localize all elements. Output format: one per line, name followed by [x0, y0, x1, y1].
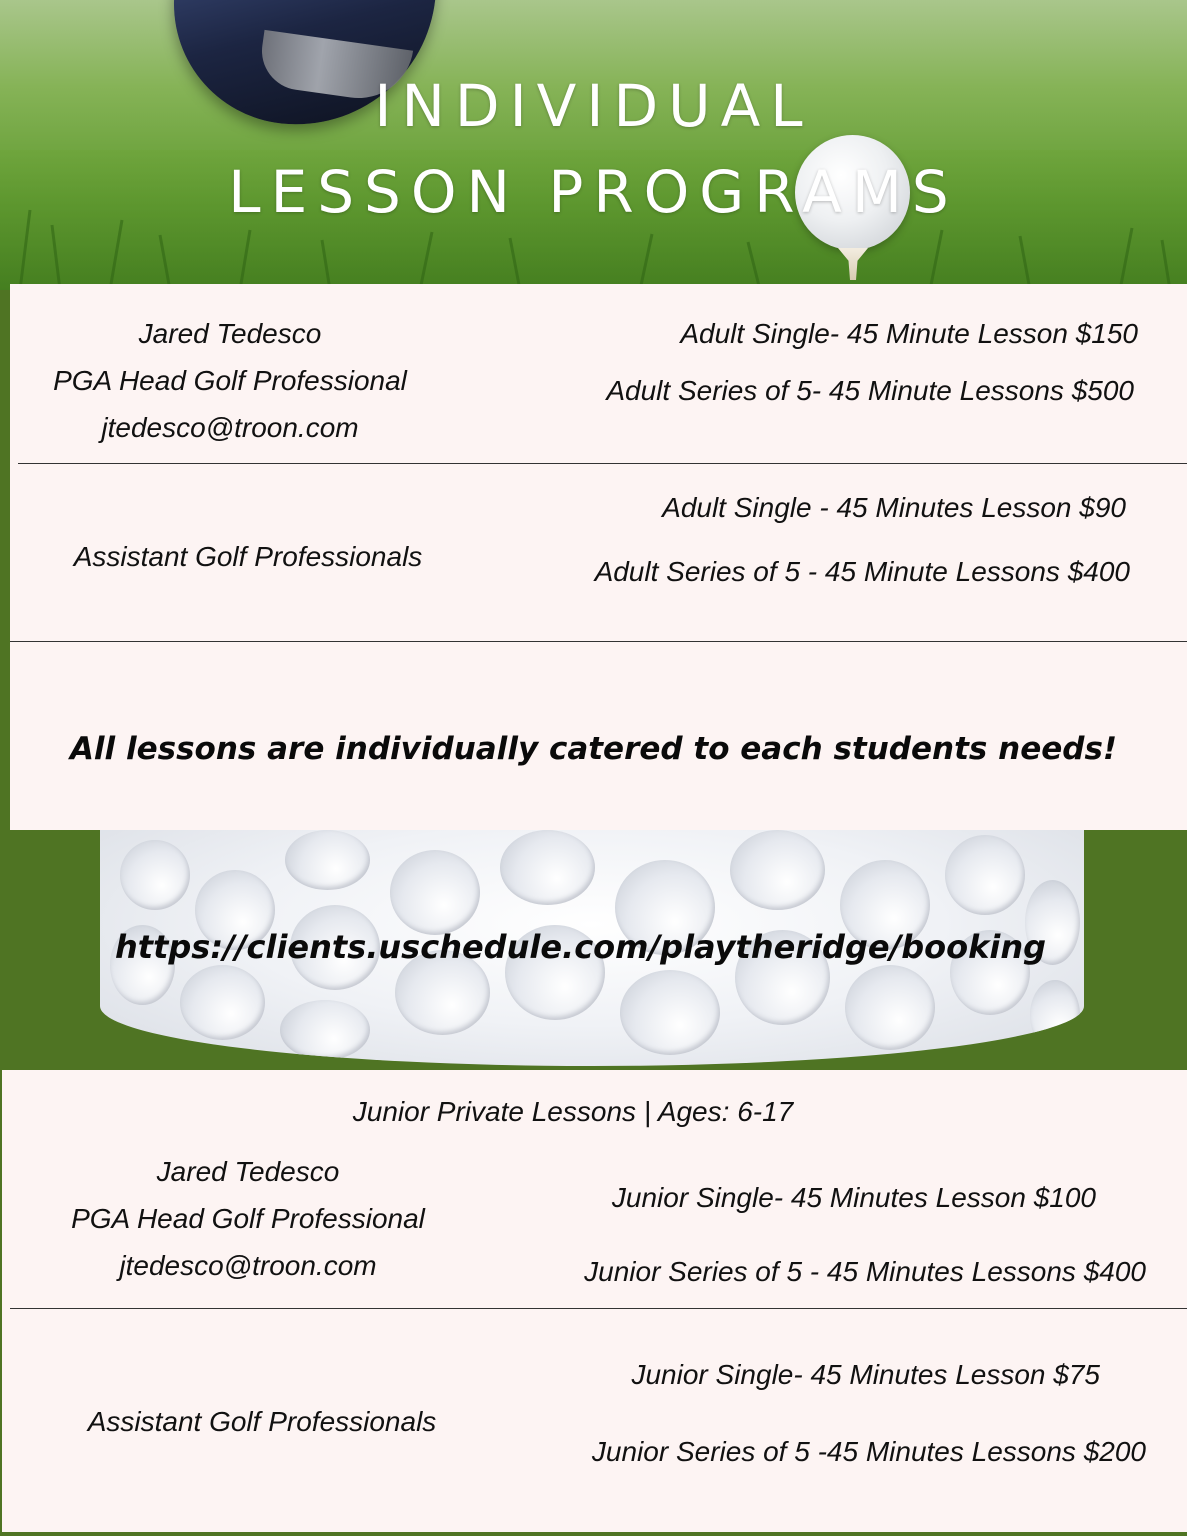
booking-link[interactable]: https://clients.uschedule.com/playtheridge/booking [115, 928, 1047, 966]
junior-head-pro-name: Jared Tedesco [156, 1156, 340, 1187]
adult-series-head-pro: Adult Series of 5- 45 Minute Lessons $500 [606, 375, 1134, 406]
adult-series-assistant: Adult Series of 5 - 45 Minute Lessons $400 [594, 556, 1130, 587]
junior-head-pro-email[interactable]: jtedesco@troon.com [119, 1250, 377, 1281]
page-title-line1: INDIVIDUAL [374, 72, 813, 140]
section-divider [10, 1308, 1187, 1309]
junior-head-pro-title: PGA Head Golf Professional [71, 1203, 425, 1234]
junior-single-assistant: Junior Single- 45 Minutes Lesson $75 [631, 1359, 1100, 1390]
head-pro-title: PGA Head Golf Professional [53, 365, 407, 396]
head-pro-name: Jared Tedesco [138, 318, 322, 349]
tagline: All lessons are individually catered to each students needs! [69, 731, 1118, 767]
junior-assistants-title: Assistant Golf Professionals [87, 1406, 437, 1437]
assistants-title: Assistant Golf Professionals [73, 541, 423, 572]
junior-single-head-pro: Junior Single- 45 Minutes Lesson $100 [611, 1182, 1096, 1213]
junior-heading: Junior Private Lessons | Ages: 6-17 [352, 1096, 794, 1127]
junior-series-assistant: Junior Series of 5 -45 Minutes Lessons $200 [591, 1436, 1146, 1467]
adult-single-head-pro: Adult Single- 45 Minute Lesson $150 [680, 318, 1138, 349]
adult-single-assistant: Adult Single - 45 Minutes Lesson $90 [662, 492, 1126, 523]
head-pro-email[interactable]: jtedesco@troon.com [101, 412, 359, 443]
hero-banner [0, 0, 1187, 290]
junior-series-head-pro: Junior Series of 5 - 45 Minutes Lessons $400 [584, 1256, 1146, 1287]
page-title-line2: LESSON PROGRAMS [228, 158, 959, 226]
section-divider [10, 641, 1187, 642]
section-divider [18, 463, 1187, 464]
